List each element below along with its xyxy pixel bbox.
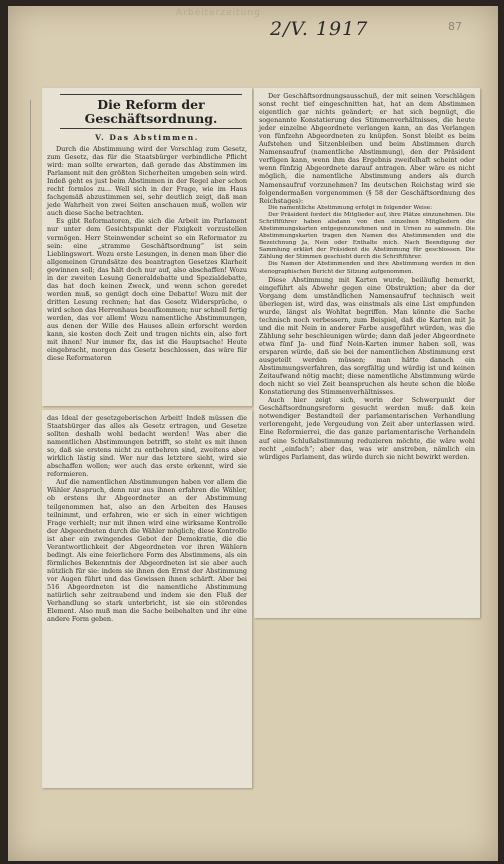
page-number: 87 xyxy=(448,20,462,33)
paragraph: das Ideal der gesetzgeberischen Arbeit! Indeß müssen die Staatsbürger das alles als Gesetz ertragen, und Gesetze sollten deshalb wohl bedacht werden! Was aber die namentlichen Abstimmungen betrifft, so steht es mit ihnen so, daß sie erstens nicht zu entbehren sind, zweitens aber wirklich lästig sind. Wer nur das letztere sieht, wird sie abschaffen wollen; wer auch das erste erkennt, wird sie reformieren. xyxy=(47,414,247,479)
article-headline: Die Reform der Geschäftsordnung. xyxy=(60,94,242,129)
paragraph: Durch die Abstimmung wird der Vorschlag zum Gesetz, zum Gesetz, das für die Staatsbürger verbindliche Pflicht wird: man sollte erwarten, daß gerade das Abstimmen im Parlament mit den größten Sicherheiten umgeben sein wird. Indeß geht es just beim Abstimmen in der Regel aber schon recht formlos zu... Well sich in der Frage, wie im Haus fachgemäß abzustimmen sei, sehr deutlich zeigt, daß man jede Wahrheit von zwei Seiten anschauen muß, wollen wir auch diese Sache betrachten. xyxy=(47,145,247,218)
paragraph: Auch hier zeigt sich, worin der Schwerpunkt der Geschäftsordnungsreform gesucht werden muß: daß kein notwendiger Bestandteil der parlamentarischen Verhandlung verlorengeht, jede Vergeudung von Zeit aber unterlassen wird. Eine Reformierrei, die das ganze parlamentarische Verhandeln auf eine Schlußabstimmung reduzieren möchte, die wäre wohl recht „einfach“; aber das, was wir anstreben, nämlich ein würdiges Parlament, das würde durch sie nicht bewirkt werden. xyxy=(259,396,475,461)
clipping-column-1 xyxy=(42,88,252,406)
handwritten-date: 2/V. 1917 xyxy=(270,18,369,40)
archive-stamp: Arbeiterzeitung xyxy=(176,8,261,18)
paragraph: Es gibt Reformatoren, die sich die Arbeit im Parlament nur unter dem Gesichtspunkt der Fixigkeit vorzustellen vermögen. Herr Steinwender scheint so ein Reformator zu sein: eine „stramme Geschäftsordnung“ ist sein Lieblingswort. Wozu erste Lesungen, in denen man über die allgemeinen Grundsätze des beantragten Gesetzes Klarheit gewinnen soll; das hält doch nur auf, also abschaffen! Wozu in der zweiten Lesung Generaldebatte und Spezialdebatte, das hat doch keinen Zweck, und wenn schon geredet werden muß, so genügt doch eine Debatte! Wozu mit der dritten Lesung rechnen; hat das Gesetz Widersprüche, o wird schon das Herrenhaus beaufkommen; nur schnell fertig werden, das vor allem! Wozu namentliche Abstimmungen, aus denen der Wille des Hauses allein erforscht werden kann, sie kosten doch Zeit und tragen nichts ein, also fort mit ihnen! Nur immer fix, das ist die Hauptsache! Heute eingebracht, morgen das Gesetz beschlossen, das wäre für diese Reformatoren xyxy=(47,217,247,363)
paragraph: Auf die namentlichen Abstimmungen haben vor allem die Wähler Anspruch, denn nur aus ihnen erfahren die Wähler, ob erstens ihr Abgeordneter an der Abstimmung teilgenommen hat, also an den Arbeiten des Hauses teilnimmt, und erfahren, wie er sich in einer wichtigen Frage verhielt; nur mit ihnen wird eine wirksame Kontrolle der Abgeordneten durch die Wähler möglich; diese Kontrolle ist aber ein zwingendes Gebot der Demokratie, die die Verantwortlichkeit der Abgeordneten vor ihren Wählern bedingt. Als eine feierlichere Form des Abstimmens, als ein förmliches Bekenntnis der Abgeordneten ist sie aber auch nützlich für sie: indem sie ihnen den Ernst der Abstimmung vor Augen führt und das Gewissen ihnen schärft. Aber bei 516 Abgeordneten ist die namentliche Abstimmung natürlich sehr zeitraubend und indem sie den Fluß der Verhandlung so stark unterbricht, ist sie ein störendes Element. Also muß man die Sache beibehalten und ihr eine andere Form geben. xyxy=(47,478,247,624)
section-title: V. Das Abstimmen. xyxy=(95,133,199,142)
quote-intro: Die namentliche Abstimmung erfolgt in folgender Weise: xyxy=(268,204,433,211)
paragraph: Der Geschäftsordnungsausschuß, der mit seinen Vorschlägen sonst recht tief eingeschnitten hat, hat an dem Abstimmen eigentlich gar nichts geändert; er hat sich begnügt, die sogenannte Konstatierung des Stimmenverhältnisses, die heute jeder einzelne Abgeordnete verlangen kann, an das Verlangen von fünfzehn Abgeordneten zu knüpfen. Sonst bleibt es beim Aufstehen und Sitzenbleiben und beim Abstimmen durch Namensaufruf (namentliche Abstimmung), den der Präsident verfügen kann, wenn ihm das Ergebnis zweifelhaft scheint oder wenn fünfzig Abgeordnete darauf antragen. Aber wäre es nicht möglich, die namentliche Abstimmung anders als durch Namensaufruf vorzunehmen? Im deutschen Reichstag wird sie folgendermaßen vorgenommen (§ 58 der Geschäftsordnung des Reichstages): xyxy=(259,92,475,205)
clipping-column-3 xyxy=(42,410,252,788)
quote-paragraph: Der Präsident fordert die Mitglieder auf, ihre Plätze einzunehmen. Die Schriftführer haben alsdann von den einzelnen Mitgliedern die Abstimmungskarten entgegenzunehmen und in Urnen zu sammeln. Die Abstimmungskarten tragen den Namen des Abstimmenden und die Bezeichnung Ja, Nein oder Enthalte mich. Nach Beendigung der Sammlung erklärt der Präsident die Abstimmung für geschlossen. Die Zählung der Stimmen geschieht durch die Schriftführer. xyxy=(259,211,475,261)
pen-mark xyxy=(30,100,37,280)
clipping-column-2 xyxy=(254,88,480,618)
quote-paragraph: Die Namen der Abstimmenden und ihre Abstimmung werden in den stenographischen Bericht der Sitzung aufgenommen. xyxy=(259,261,475,275)
paragraph: Diese Abstimmung mit Karten wurde, beiläufig bemerkt, eingeführt als Abwehr gegen eine Obstruktion; aber da der Vorgang dem umständlichen Namensaufruf technisch weit überlegen ist, wird das, was einstmals als eine List empfunden wurde, längst als Wohltat begriffen. Man könnte die Sache technisch noch verbessern, zum Beispiel, daß die Karten mit Ja und die mit Nein in anderer Farbe ausgeführt würden, was die Zählung sehr beschleunigen würde; dann daß jeder Abgeordnete etwa fünf Ja- und fünf Nein-Karten immer haben soll, was ersparen würde, daß sie bei der namentlichen Abstimmung erst ausgeteilt werden müssen; man hätte danach ein Abstimmungsverfahren, das sorgfältig und würdig ist und keinen Zeitaufwand nötig macht; diese namentliche Abstimmung würde doch nicht so viel Zeit beanspruchen als heute schon die bloße Konstatierung des Stimmenverhältnisses. xyxy=(259,275,475,397)
